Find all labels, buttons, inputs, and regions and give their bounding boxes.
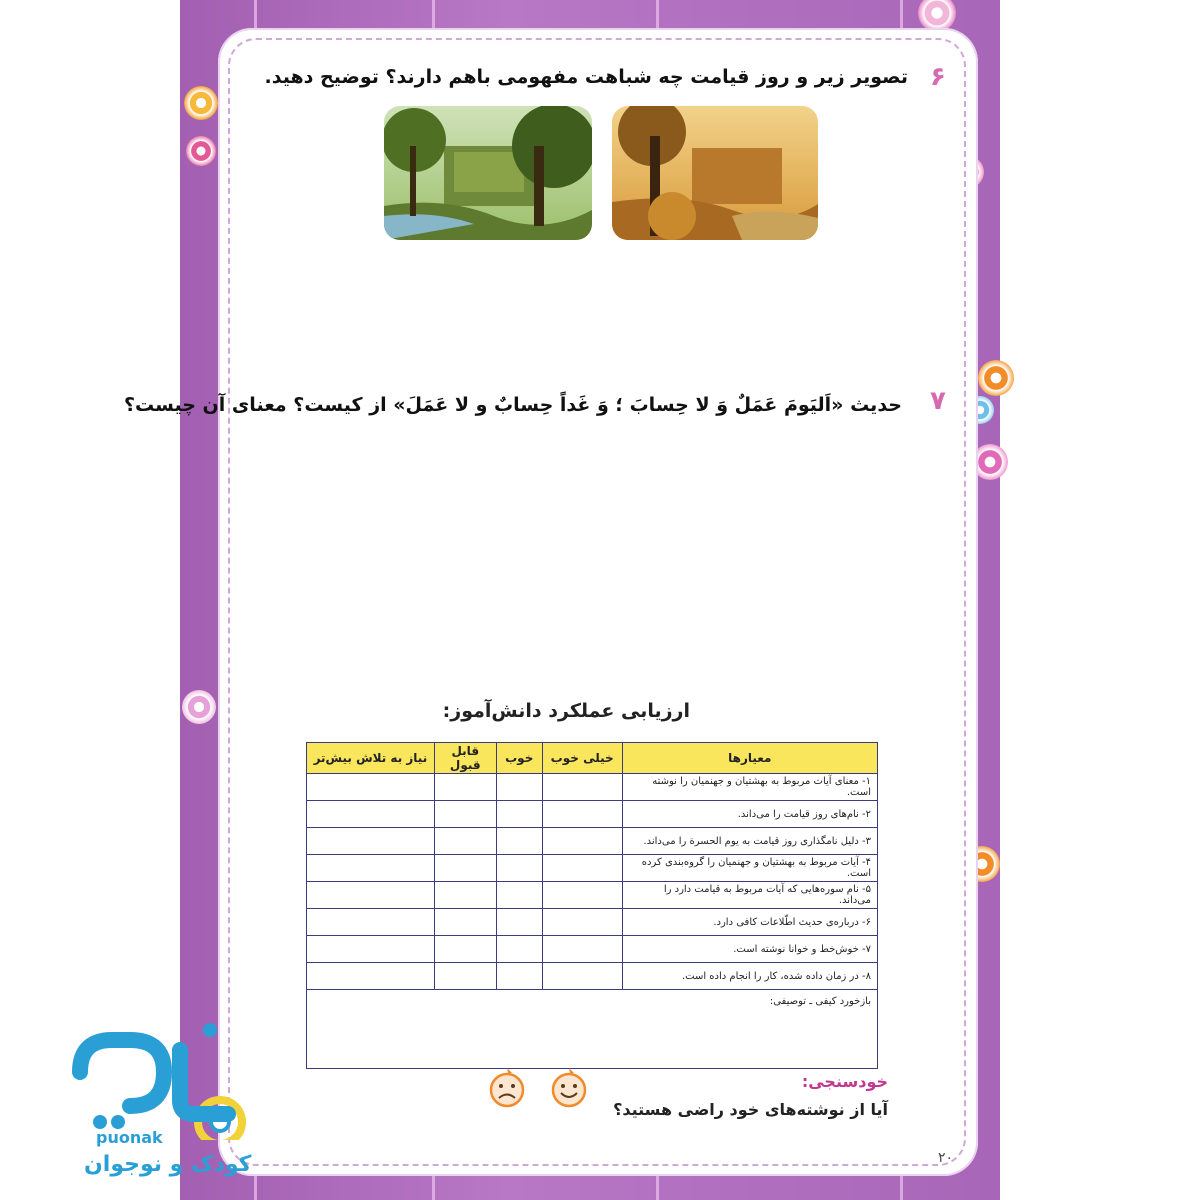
rating-cell[interactable] [542, 855, 622, 882]
rating-cell[interactable] [496, 936, 542, 963]
criterion-cell: ۷- خوش‌خط و خوانا نوشته است. [622, 936, 877, 963]
puonak-logo-mark [60, 1010, 280, 1140]
rating-cell[interactable] [542, 774, 622, 801]
evaluation-title: ارزیابی عملکرد دانش‌آموز: [442, 700, 690, 722]
rating-cell[interactable] [307, 801, 435, 828]
criterion-cell: ۲- نام‌های روز قیامت را می‌داند. [622, 801, 877, 828]
table-row [307, 828, 878, 855]
header-good: خوب [496, 743, 542, 774]
rating-cell[interactable] [542, 909, 622, 936]
rating-cell[interactable] [542, 963, 622, 990]
question-6-text: تصویر زیر و روز قیامت چه شباهت مفهومی باهم دارند؟ توضیح دهید. [264, 66, 908, 88]
question-7-number: ۷ [930, 386, 946, 416]
table-row [307, 774, 878, 801]
feedback-label[interactable]: بازخورد کیفی ـ توصیفی: [307, 990, 878, 1069]
landscape-green-image [384, 106, 592, 240]
rating-cell[interactable] [496, 855, 542, 882]
criterion-cell: ۸- در زمان داده شده، کار را انجام داده است. [622, 963, 877, 990]
feedback-row [307, 990, 878, 1069]
question-7-text: حدیث «اَلیَومَ عَمَلٌ وَ لا حِسابَ ؛ وَ غَداً حِسابٌ و لا عَمَلَ» از کیست؟ معنای آن چیست؟ [124, 394, 902, 416]
header-needs-effort: نیاز به تلاش بیش‌تر [307, 743, 435, 774]
table-header-row [307, 743, 878, 774]
header-criteria: معیارها [622, 743, 877, 774]
page-number: ۲۰ [938, 1150, 954, 1166]
rating-cell[interactable] [307, 855, 435, 882]
puonak-logo [60, 1010, 280, 1190]
criterion-cell: ۳- دلیل نامگذاری روز قیامت به یوم الحسرة را می‌داند. [622, 828, 877, 855]
criterion-cell: ۶- درباره‌ی حدیث اطّلاعات کافی دارد. [622, 909, 877, 936]
rating-cell[interactable] [434, 801, 496, 828]
flower-icon [184, 86, 218, 120]
rating-cell[interactable] [307, 828, 435, 855]
table-row [307, 855, 878, 882]
rating-cell[interactable] [496, 801, 542, 828]
evaluation-table [306, 742, 878, 1069]
table-row [307, 909, 878, 936]
self-assessment-question: آیا از نوشته‌های خود راضی هستید؟ [613, 1100, 888, 1119]
rating-cell[interactable] [496, 882, 542, 909]
rating-cell[interactable] [496, 774, 542, 801]
rating-cell[interactable] [434, 855, 496, 882]
rating-cell[interactable] [496, 963, 542, 990]
happy-face-icon[interactable] [550, 1066, 588, 1108]
table-row [307, 882, 878, 909]
flower-icon [978, 360, 1014, 396]
rating-cell[interactable] [434, 828, 496, 855]
rating-cell[interactable] [542, 882, 622, 909]
criterion-cell: ۱- معنای آیات مربوط به بهشتیان و جهنمیان را نوشته است. [622, 774, 877, 801]
self-assessment-title: خودسنجی: [801, 1072, 888, 1091]
sad-face-icon[interactable] [488, 1066, 526, 1108]
logo-tagline: کودک و نوجوان [84, 1152, 252, 1177]
rating-cell[interactable] [434, 882, 496, 909]
rating-cell[interactable] [542, 936, 622, 963]
table-row [307, 963, 878, 990]
rating-cell[interactable] [542, 801, 622, 828]
criterion-cell: ۵- نام سوره‌هایی که آیات مربوط به قیامت دارد را می‌داند. [622, 882, 877, 909]
landscape-autumn-image [612, 106, 818, 240]
rating-cell[interactable] [307, 963, 435, 990]
logo-latin-text: puonak [96, 1128, 163, 1147]
rating-cell[interactable] [434, 936, 496, 963]
rating-cell[interactable] [434, 963, 496, 990]
rating-cell[interactable] [434, 774, 496, 801]
rating-cell[interactable] [496, 828, 542, 855]
rating-cell[interactable] [542, 828, 622, 855]
table-row [307, 801, 878, 828]
flower-icon [186, 136, 216, 166]
rating-cell[interactable] [434, 909, 496, 936]
rating-cell[interactable] [307, 909, 435, 936]
rating-cell[interactable] [307, 936, 435, 963]
rating-cell[interactable] [496, 909, 542, 936]
question-6-number: ۶ [930, 62, 946, 92]
header-very-good: خیلی خوب [542, 743, 622, 774]
header-acceptable: قابل قبول [434, 743, 496, 774]
criterion-cell: ۴- آیات مربوط به بهشتیان و جهنمیان را گروه‌بندی کرده است. [622, 855, 877, 882]
rating-cell[interactable] [307, 774, 435, 801]
flower-icon [182, 690, 216, 724]
rating-cell[interactable] [307, 882, 435, 909]
table-row [307, 936, 878, 963]
